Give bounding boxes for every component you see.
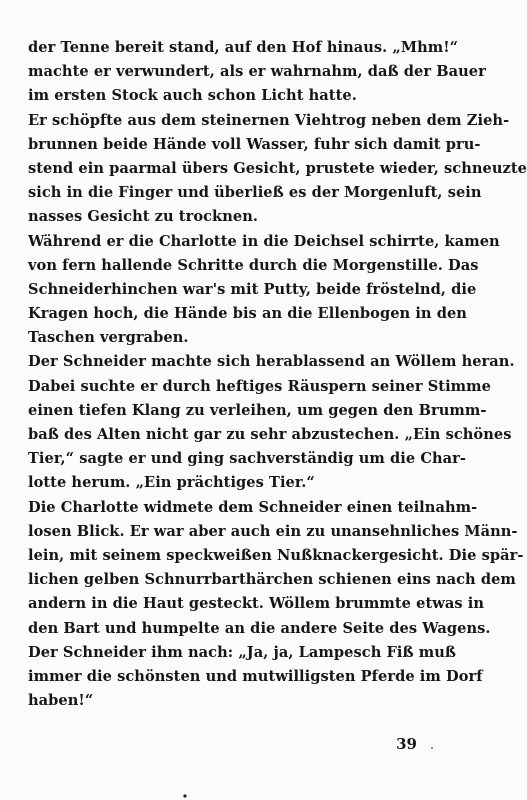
text-line: im ersten Stock auch schon Licht hatte. [28, 87, 357, 105]
text-line: einen tiefen Klang zu verleihen, um gegen den Brumm- [28, 401, 487, 419]
text-line: nasses Gesicht zu trocknen. [28, 208, 258, 226]
text-line: immer die schönsten und mutwilligsten Pferde im Dorf [28, 667, 483, 685]
text-line: machte er verwundert, als er wahrnahm, daß der Bauer [28, 63, 486, 81]
text-line: Tier,“ sagte er und ging sachverständig um die Char- [28, 450, 467, 468]
text-line: Taschen vergraben. [28, 329, 189, 347]
text-line: losen Blick. Er war aber auch ein zu unansehnliches Männ- [28, 522, 518, 540]
text-line: haben!“ [28, 692, 94, 710]
text-line: lein, mit seinem speckweißen Nußknackergesicht. Die spär- [28, 546, 524, 564]
text-line: Er schöpfte aus dem steinernen Viehtrog neben dem Zieh- [28, 111, 510, 129]
text-line: sich in die Finger und überließ es der Morgenluft, sein [28, 184, 482, 202]
text-line: Die Charlotte widmete dem Schneider einen teilnahm- [28, 498, 478, 516]
text-line: Der Schneider ihm nach: „Ja, ja, Lampesch Fiß muß [28, 643, 457, 661]
ink-speck [431, 747, 433, 749]
page-number: 39 [396, 735, 417, 753]
text-line: brunnen beide Hände voll Wasser, fuhr sich damit pru- [28, 135, 481, 153]
text-line: Schneiderhinchen war's mit Putty, beide fröstelnd, die [28, 280, 477, 298]
book-page [28, 0, 527, 800]
text-line: andern in die Haut gesteckt. Wöllem brummte etwas in [28, 595, 485, 613]
text-line: von fern hallende Schritte durch die Morgenstille. Das [28, 256, 479, 274]
text-line: Der Schneider machte sich herablassend an Wöllem heran. [28, 353, 515, 371]
text-line: lichen gelben Schnurrbarthärchen schienen eins nach dem [28, 571, 516, 589]
text-line: der Tenne bereit stand, auf den Hof hinaus. „Mhm!“ [28, 39, 459, 56]
text-line: lotte herum. „Ein prächtiges Tier.“ [28, 474, 315, 492]
text-line: den Bart und humpelte an die andere Seite des Wagens. [28, 619, 491, 637]
text-line: Kragen hoch, die Hände bis an die Ellenbogen in den [28, 305, 467, 323]
text-line: stend ein paarmal übers Gesicht, prustete wieder, schneuzte [28, 159, 527, 177]
text-line: Dabei suchte er durch heftiges Räuspern seiner Stimme [28, 377, 492, 395]
text-line: Während er die Charlotte in die Deichsel schirrte, kamen [28, 232, 500, 250]
body-text [28, 36, 527, 713]
text-line: baß des Alten nicht gar zu sehr abzustechen. „Ein schönes [28, 426, 512, 443]
